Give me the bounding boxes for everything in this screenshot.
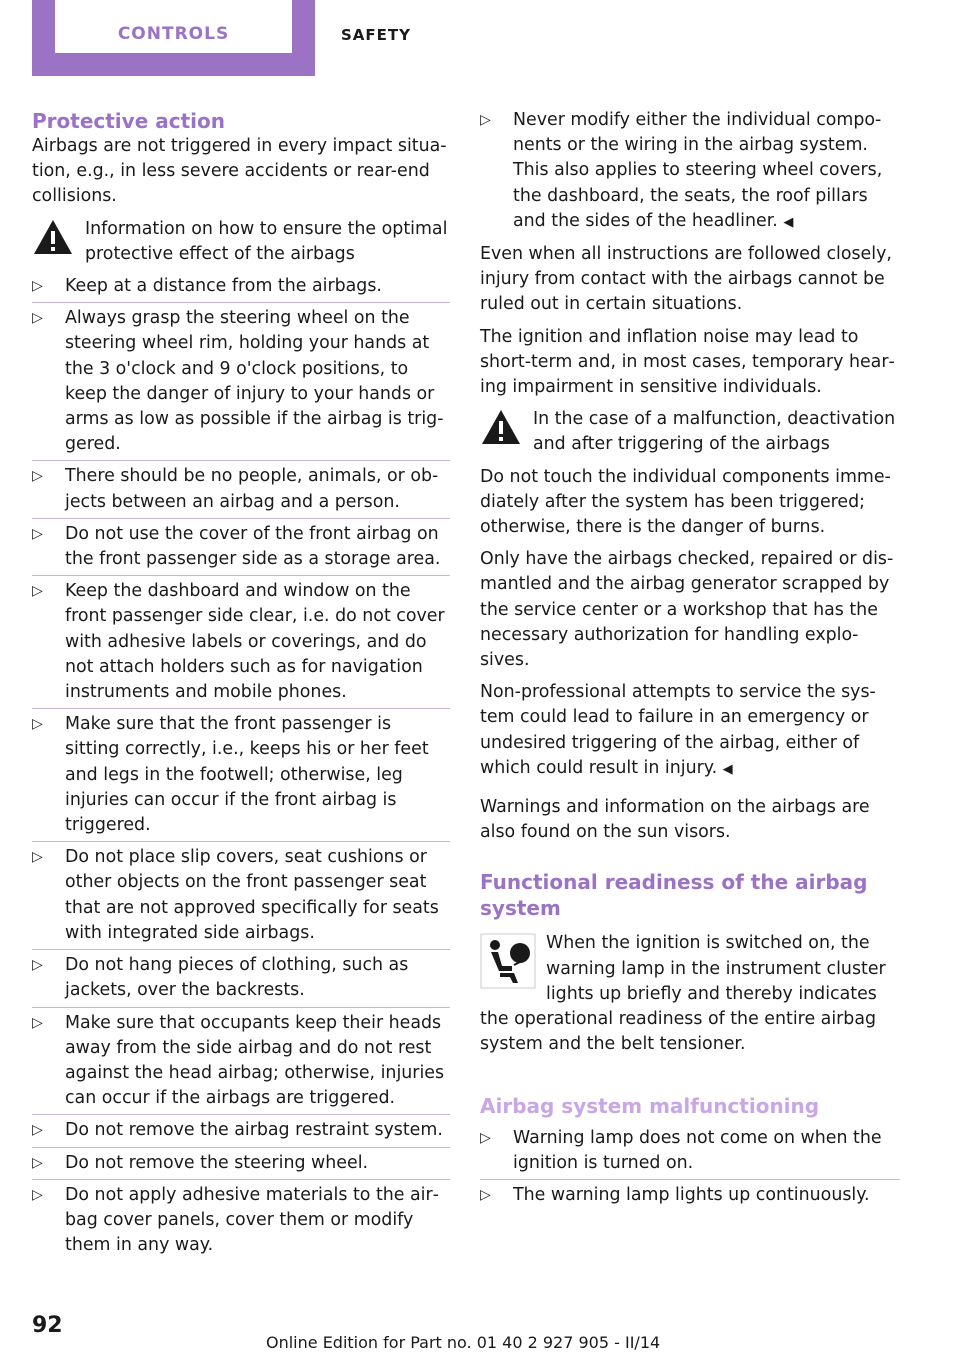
bullet-triangle-icon: ▷	[32, 957, 43, 974]
list-item: ▷ Keep at a distance from the airbags.	[32, 274, 450, 299]
divider	[32, 1179, 450, 1180]
list-item: ▷ Keep the dashboard and window on the front passenger side clear, i.e. do not cover with adhesive labels or coverings, and do not attach holders such as for navigation instruments and mobile phones.	[32, 579, 450, 705]
heading-functional-readiness: Functional readiness of the airbag system	[480, 870, 868, 921]
bullet-triangle-icon: ▷	[32, 716, 43, 733]
divider	[32, 1007, 450, 1008]
heading-airbag-malfunction: Airbag system malfunctioning	[480, 1093, 820, 1118]
section-tab-safety[interactable]: SAFETY	[341, 26, 411, 44]
warning-triangle-icon	[32, 218, 74, 256]
readiness-text: When the ignition is switched on, the warning lamp in the instrument cluster lights up briefly and thereby indicates the operational readiness of the entire airbag system and the belt tensioner.	[480, 933, 886, 1055]
divider	[32, 1114, 450, 1115]
list-item: ▷ Do not hang pieces of clothing, such as jackets, over the backrests.	[32, 953, 450, 1003]
list-item: ▷ Make sure that the front passenger is sitting correctly, i.e., keeps his or her feet and legs in the footwell; otherwise, leg injuries can occur if the front airbag is triggered.	[32, 712, 450, 838]
chapter-tab-controls[interactable]	[32, 0, 315, 76]
warning-title: Information on how to ensure the optimal protective effect of the airbags	[85, 218, 448, 264]
bullet-triangle-icon: ▷	[32, 278, 43, 295]
divider	[32, 460, 450, 461]
paragraph: Do not touch the individual components immediately after the system has been triggered; otherwise, there is the danger of burns.	[480, 466, 891, 538]
bullet-triangle-icon: ▷	[32, 849, 43, 866]
right-column	[480, 108, 900, 1208]
intro-paragraph: Airbags are not triggered in every impact situation, e.g., in less severe accidents or rear-end collisions.	[32, 136, 447, 207]
list-item: ▷ Warning lamp does not come on when the ignition is turned on.	[480, 1127, 882, 1173]
divider	[32, 302, 450, 303]
divider	[32, 1147, 450, 1148]
divider	[32, 575, 450, 576]
paragraph: Only have the airbags checked, repaired or dismantled and the airbag generator scrapped by the service center or a workshop that has the necessary authorization for handling explosives.	[480, 549, 894, 671]
bullet-triangle-icon: ▷	[480, 112, 491, 128]
bullet-triangle-icon: ▷	[32, 525, 43, 542]
page-header	[0, 0, 960, 76]
warning-triangle-icon	[480, 408, 522, 446]
bullet-triangle-icon: ▷	[32, 310, 43, 327]
end-of-warning-icon: ◀	[722, 761, 733, 777]
divider	[32, 949, 450, 950]
list-item: ▷ Do not remove the airbag restraint system.	[32, 1118, 450, 1143]
readiness-block	[480, 931, 900, 1057]
list-item: ▷ Do not place slip covers, seat cushions or other objects on the front passenger seat that are not approved specifically for seats with integrated side airbags.	[32, 845, 450, 946]
bullet-triangle-icon: ▷	[480, 1186, 491, 1203]
divider	[480, 1179, 900, 1180]
paragraph: Even when all instructions are followed closely, injury from contact with the airbags cannot be ruled out in certain situations.	[480, 244, 892, 315]
end-of-warning-icon: ◀	[783, 214, 794, 230]
divider	[32, 518, 450, 519]
list-item: ▷ The warning lamp lights up continuously.	[480, 1183, 900, 1208]
divider	[32, 841, 450, 842]
bullet-triangle-icon: ▷	[32, 583, 43, 600]
page-number: 92	[32, 1313, 63, 1338]
bullet-triangle-icon: ▷	[32, 1122, 43, 1139]
heading-protective-action: Protective action	[32, 109, 225, 133]
bullet-triangle-icon: ▷	[32, 1186, 43, 1203]
airbag-modify-list	[480, 108, 900, 235]
list-item: ▷ Do not use the cover of the front airbag on the front passenger side as a storage area.	[32, 522, 450, 572]
list-item: ▷ Always grasp the steering wheel on the steering wheel rim, holding your hands at the 3 o'clock and 9 o'clock positions, to keep the danger of injury to your hands or arms as low as possible if the airbag is triggered.	[32, 306, 450, 457]
warning-block-malfunction	[480, 407, 900, 457]
paragraph: The ignition and inflation noise may lead to short-term and, in most cases, temporary hearing impairment in sensitive individuals.	[480, 326, 895, 398]
divider	[32, 708, 450, 709]
warning-block-protective	[32, 217, 450, 267]
list-item: ▷ There should be no people, animals, or objects between an airbag and a person.	[32, 464, 450, 514]
paragraph: Non-professional attempts to service the system could lead to failure in an emergency or undesired triggering of the airbag, either of which could result in injury. ◀	[480, 682, 876, 778]
bullet-triangle-icon: ▷	[32, 468, 43, 485]
airbag-warning-lamp-icon	[480, 933, 536, 989]
chapter-tab-label: CONTROLS	[55, 0, 292, 53]
bullet-triangle-icon: ▷	[480, 1129, 491, 1146]
paragraph: Warnings and information on the airbags are also found on the sun visors.	[480, 797, 870, 843]
list-item: ▷ Make sure that occupants keep their heads away from the side airbag and do not rest against the head airbag; otherwise, injuries can occur if the airbags are triggered.	[32, 1011, 450, 1112]
airbag-instructions-list	[32, 274, 450, 1258]
left-column	[32, 108, 450, 1258]
list-item: ▷ Do not apply adhesive materials to the airbag cover panels, cover them or modify them in any way.	[32, 1183, 450, 1259]
list-item: ▷ Do not remove the steering wheel.	[32, 1151, 450, 1176]
bullet-triangle-icon: ▷	[32, 1154, 43, 1171]
malfunction-list	[480, 1126, 900, 1209]
bullet-triangle-icon: ▷	[32, 1014, 43, 1031]
warning-title: In the case of a malfunction, deactivation and after triggering of the airbags	[533, 409, 896, 455]
edition-footer: Online Edition for Part no. 01 40 2 927 905 - II/14	[266, 1333, 661, 1352]
list-item: ▷ Never modify either the individual components or the wiring in the airbag system. This also applies to steering wheel covers, the dashboard, the seats, the roof pillars and the sides of the headliner. ◀	[480, 110, 883, 231]
